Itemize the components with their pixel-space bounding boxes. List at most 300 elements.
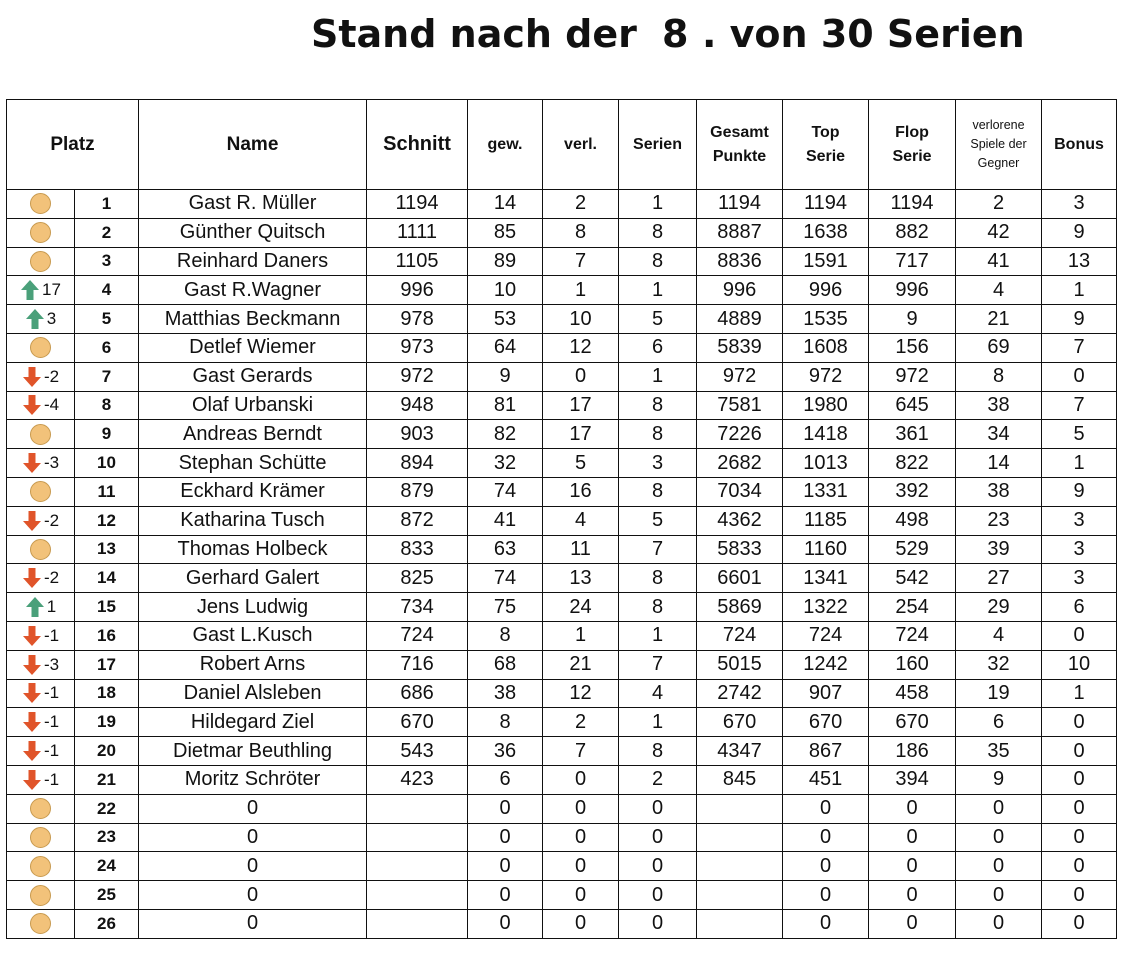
gesamt-cell: 7581 xyxy=(697,391,783,420)
schnitt-cell xyxy=(367,909,468,938)
verlorene-cell: 32 xyxy=(956,650,1042,679)
table-row xyxy=(7,333,1117,362)
verl-cell: 10 xyxy=(543,305,619,334)
verlorene-cell: 8 xyxy=(956,362,1042,391)
header-platz: Platz xyxy=(7,100,139,190)
verl-cell: 17 xyxy=(543,391,619,420)
arrow-down-icon xyxy=(22,366,42,388)
bonus-cell: 0 xyxy=(1042,708,1117,737)
flop-cell: 498 xyxy=(869,506,956,535)
gew-cell: 0 xyxy=(468,794,543,823)
verl-cell: 0 xyxy=(543,852,619,881)
platz-cell: 13 xyxy=(75,535,139,564)
serien-cell: 8 xyxy=(619,737,697,766)
bonus-cell: 0 xyxy=(1042,852,1117,881)
gew-cell: 0 xyxy=(468,852,543,881)
flop-cell: 717 xyxy=(869,247,956,276)
gew-cell: 53 xyxy=(468,305,543,334)
bonus-cell: 1 xyxy=(1042,449,1117,478)
header-bonus: Bonus xyxy=(1042,100,1117,190)
trend-cell xyxy=(7,881,75,910)
arrow-down-icon xyxy=(22,567,42,589)
platz-cell: 15 xyxy=(75,593,139,622)
arrow-down-icon xyxy=(22,740,42,762)
platz-cell: 17 xyxy=(75,650,139,679)
top-cell: 1185 xyxy=(783,506,869,535)
unchanged-dot-icon xyxy=(30,913,51,934)
bonus-cell: 9 xyxy=(1042,305,1117,334)
gesamt-cell: 5833 xyxy=(697,535,783,564)
table-row xyxy=(7,679,1117,708)
platz-cell: 16 xyxy=(75,621,139,650)
gesamt-cell: 6601 xyxy=(697,564,783,593)
trend-cell xyxy=(7,765,75,794)
top-cell: 867 xyxy=(783,737,869,766)
top-cell: 1341 xyxy=(783,564,869,593)
top-cell: 1322 xyxy=(783,593,869,622)
flop-cell: 972 xyxy=(869,362,956,391)
platz-cell: 24 xyxy=(75,852,139,881)
table-row xyxy=(7,593,1117,622)
flop-cell: 0 xyxy=(869,823,956,852)
rank-change: -1 xyxy=(43,741,60,761)
gew-cell: 0 xyxy=(468,881,543,910)
schnitt-cell: 879 xyxy=(367,477,468,506)
gesamt-cell xyxy=(697,794,783,823)
verl-cell: 0 xyxy=(543,794,619,823)
verlorene-cell: 14 xyxy=(956,449,1042,478)
trend-cell xyxy=(7,650,75,679)
gew-cell: 32 xyxy=(468,449,543,478)
name-cell: Dietmar Beuthling xyxy=(139,737,367,766)
gesamt-cell: 972 xyxy=(697,362,783,391)
header-name: Name xyxy=(139,100,367,190)
verlorene-cell: 69 xyxy=(956,333,1042,362)
name-cell: Matthias Beckmann xyxy=(139,305,367,334)
schnitt-cell: 423 xyxy=(367,765,468,794)
table-row xyxy=(7,420,1117,449)
flop-cell: 160 xyxy=(869,650,956,679)
top-cell: 670 xyxy=(783,708,869,737)
bonus-cell: 0 xyxy=(1042,823,1117,852)
verl-cell: 24 xyxy=(543,593,619,622)
arrow-up-icon xyxy=(25,596,45,618)
bonus-cell: 6 xyxy=(1042,593,1117,622)
flop-cell: 392 xyxy=(869,477,956,506)
serien-cell: 7 xyxy=(619,535,697,564)
bonus-cell: 3 xyxy=(1042,535,1117,564)
trend-cell xyxy=(7,420,75,449)
flop-cell: 0 xyxy=(869,852,956,881)
serien-cell: 6 xyxy=(619,333,697,362)
gew-cell: 9 xyxy=(468,362,543,391)
schnitt-cell: 972 xyxy=(367,362,468,391)
schnitt-cell: 734 xyxy=(367,593,468,622)
top-cell: 1242 xyxy=(783,650,869,679)
rank-change: 17 xyxy=(42,280,61,300)
top-cell: 0 xyxy=(783,852,869,881)
verlorene-cell: 42 xyxy=(956,218,1042,247)
arrow-up-icon xyxy=(20,279,40,301)
gew-cell: 74 xyxy=(468,477,543,506)
header-gew: gew. xyxy=(468,100,543,190)
name-cell: Moritz Schröter xyxy=(139,765,367,794)
gesamt-cell xyxy=(697,852,783,881)
flop-cell: 0 xyxy=(869,909,956,938)
verl-cell: 16 xyxy=(543,477,619,506)
serien-cell: 8 xyxy=(619,564,697,593)
bonus-cell: 0 xyxy=(1042,737,1117,766)
table-row xyxy=(7,391,1117,420)
platz-cell: 2 xyxy=(75,218,139,247)
platz-cell: 22 xyxy=(75,794,139,823)
arrow-down-icon xyxy=(22,452,42,474)
bonus-cell: 0 xyxy=(1042,794,1117,823)
gesamt-cell: 4362 xyxy=(697,506,783,535)
schnitt-cell: 670 xyxy=(367,708,468,737)
verlorene-cell: 27 xyxy=(956,564,1042,593)
table-row xyxy=(7,650,1117,679)
bonus-cell: 1 xyxy=(1042,276,1117,305)
verlorene-cell: 6 xyxy=(956,708,1042,737)
verlorene-cell: 23 xyxy=(956,506,1042,535)
serien-cell: 0 xyxy=(619,881,697,910)
schnitt-cell xyxy=(367,823,468,852)
platz-cell: 12 xyxy=(75,506,139,535)
serien-cell: 1 xyxy=(619,276,697,305)
arrow-down-icon xyxy=(22,654,42,676)
top-cell: 1608 xyxy=(783,333,869,362)
platz-cell: 18 xyxy=(75,679,139,708)
serien-cell: 4 xyxy=(619,679,697,708)
gew-cell: 64 xyxy=(468,333,543,362)
verlorene-cell: 38 xyxy=(956,391,1042,420)
header-flop-serie: Flop Serie xyxy=(869,100,956,190)
schnitt-cell: 973 xyxy=(367,333,468,362)
rank-change: -1 xyxy=(43,769,60,789)
title-suffix: . von 30 Serien xyxy=(702,12,1025,56)
top-cell: 1160 xyxy=(783,535,869,564)
flop-cell: 394 xyxy=(869,765,956,794)
gesamt-cell: 845 xyxy=(697,765,783,794)
verlorene-cell: 0 xyxy=(956,794,1042,823)
trend-cell xyxy=(7,621,75,650)
trend-cell xyxy=(7,218,75,247)
name-cell: Robert Arns xyxy=(139,650,367,679)
trend-cell xyxy=(7,247,75,276)
arrow-up-icon xyxy=(25,308,45,330)
gew-cell: 81 xyxy=(468,391,543,420)
gesamt-cell: 7226 xyxy=(697,420,783,449)
trend-cell xyxy=(7,823,75,852)
serien-cell: 1 xyxy=(619,621,697,650)
flop-cell: 0 xyxy=(869,794,956,823)
serien-cell: 8 xyxy=(619,218,697,247)
unchanged-dot-icon xyxy=(30,885,51,906)
flop-cell: 186 xyxy=(869,737,956,766)
flop-cell: 542 xyxy=(869,564,956,593)
schnitt-cell: 825 xyxy=(367,564,468,593)
flop-cell: 645 xyxy=(869,391,956,420)
bonus-cell: 3 xyxy=(1042,190,1117,219)
rank-change: -2 xyxy=(43,510,60,530)
unchanged-dot-icon xyxy=(30,251,51,272)
verl-cell: 5 xyxy=(543,449,619,478)
rank-change: 3 xyxy=(46,309,57,329)
gew-cell: 38 xyxy=(468,679,543,708)
platz-cell: 7 xyxy=(75,362,139,391)
gesamt-cell: 670 xyxy=(697,708,783,737)
unchanged-dot-icon xyxy=(30,337,51,358)
trend-cell xyxy=(7,391,75,420)
gew-cell: 75 xyxy=(468,593,543,622)
flop-cell: 0 xyxy=(869,881,956,910)
verlorene-cell: 29 xyxy=(956,593,1042,622)
name-cell: Gast R. Müller xyxy=(139,190,367,219)
verlorene-cell: 0 xyxy=(956,909,1042,938)
gew-cell: 10 xyxy=(468,276,543,305)
unchanged-dot-icon xyxy=(30,827,51,848)
arrow-down-icon xyxy=(22,769,42,791)
top-cell: 907 xyxy=(783,679,869,708)
name-cell: Stephan Schütte xyxy=(139,449,367,478)
name-cell: Reinhard Daners xyxy=(139,247,367,276)
bonus-cell: 0 xyxy=(1042,881,1117,910)
gew-cell: 14 xyxy=(468,190,543,219)
gew-cell: 85 xyxy=(468,218,543,247)
gesamt-cell: 2682 xyxy=(697,449,783,478)
verl-cell: 0 xyxy=(543,362,619,391)
flop-cell: 1194 xyxy=(869,190,956,219)
standings-table xyxy=(6,99,1117,939)
gew-cell: 8 xyxy=(468,708,543,737)
arrow-down-icon xyxy=(22,510,42,532)
top-cell: 996 xyxy=(783,276,869,305)
bonus-cell: 1 xyxy=(1042,679,1117,708)
gesamt-cell xyxy=(697,909,783,938)
name-cell: Andreas Berndt xyxy=(139,420,367,449)
platz-cell: 14 xyxy=(75,564,139,593)
verlorene-cell: 41 xyxy=(956,247,1042,276)
flop-cell: 996 xyxy=(869,276,956,305)
trend-cell xyxy=(7,506,75,535)
serien-cell: 1 xyxy=(619,190,697,219)
table-row xyxy=(7,621,1117,650)
header-serien: Serien xyxy=(619,100,697,190)
flop-cell: 156 xyxy=(869,333,956,362)
bonus-cell: 10 xyxy=(1042,650,1117,679)
trend-cell xyxy=(7,737,75,766)
verl-cell: 13 xyxy=(543,564,619,593)
flop-cell: 9 xyxy=(869,305,956,334)
verl-cell: 1 xyxy=(543,276,619,305)
name-cell: Olaf Urbanski xyxy=(139,391,367,420)
gesamt-cell: 996 xyxy=(697,276,783,305)
trend-cell xyxy=(7,190,75,219)
gesamt-cell: 724 xyxy=(697,621,783,650)
bonus-cell: 0 xyxy=(1042,909,1117,938)
top-cell: 1194 xyxy=(783,190,869,219)
rank-change: -4 xyxy=(43,395,60,415)
schnitt-cell xyxy=(367,794,468,823)
platz-cell: 20 xyxy=(75,737,139,766)
top-cell: 1331 xyxy=(783,477,869,506)
header-gesamt-punkte: Gesamt Punkte xyxy=(697,100,783,190)
table-row xyxy=(7,276,1117,305)
gesamt-cell: 1194 xyxy=(697,190,783,219)
trend-cell xyxy=(7,477,75,506)
schnitt-cell: 543 xyxy=(367,737,468,766)
name-cell: Eckhard Krämer xyxy=(139,477,367,506)
table-row xyxy=(7,449,1117,478)
flop-cell: 458 xyxy=(869,679,956,708)
schnitt-cell: 833 xyxy=(367,535,468,564)
name-cell: Gerhard Galert xyxy=(139,564,367,593)
name-cell: Jens Ludwig xyxy=(139,593,367,622)
serien-cell: 8 xyxy=(619,420,697,449)
name-cell: Gast R.Wagner xyxy=(139,276,367,305)
verlorene-cell: 4 xyxy=(956,276,1042,305)
flop-cell: 882 xyxy=(869,218,956,247)
gesamt-cell: 8836 xyxy=(697,247,783,276)
platz-cell: 23 xyxy=(75,823,139,852)
name-cell: Detlef Wiemer xyxy=(139,333,367,362)
gew-cell: 8 xyxy=(468,621,543,650)
table-row xyxy=(7,477,1117,506)
table-header-row xyxy=(7,100,1117,190)
gew-cell: 74 xyxy=(468,564,543,593)
name-cell: 0 xyxy=(139,852,367,881)
table-row xyxy=(7,564,1117,593)
gesamt-cell xyxy=(697,881,783,910)
name-cell: Katharina Tusch xyxy=(139,506,367,535)
gew-cell: 89 xyxy=(468,247,543,276)
title-serie-number: 8 xyxy=(662,12,689,56)
flop-cell: 670 xyxy=(869,708,956,737)
gew-cell: 82 xyxy=(468,420,543,449)
verl-cell: 21 xyxy=(543,650,619,679)
gew-cell: 0 xyxy=(468,823,543,852)
trend-cell xyxy=(7,852,75,881)
bonus-cell: 13 xyxy=(1042,247,1117,276)
flop-cell: 254 xyxy=(869,593,956,622)
platz-cell: 25 xyxy=(75,881,139,910)
serien-cell: 0 xyxy=(619,852,697,881)
verl-cell: 2 xyxy=(543,708,619,737)
bonus-cell: 7 xyxy=(1042,391,1117,420)
gesamt-cell: 5015 xyxy=(697,650,783,679)
verl-cell: 12 xyxy=(543,679,619,708)
flop-cell: 724 xyxy=(869,621,956,650)
verl-cell: 1 xyxy=(543,621,619,650)
verl-cell: 0 xyxy=(543,823,619,852)
schnitt-cell: 978 xyxy=(367,305,468,334)
schnitt-cell: 1105 xyxy=(367,247,468,276)
trend-cell xyxy=(7,564,75,593)
flop-cell: 529 xyxy=(869,535,956,564)
verlorene-cell: 21 xyxy=(956,305,1042,334)
name-cell: 0 xyxy=(139,823,367,852)
top-cell: 1638 xyxy=(783,218,869,247)
serien-cell: 0 xyxy=(619,794,697,823)
rank-change: 1 xyxy=(46,597,57,617)
platz-cell: 19 xyxy=(75,708,139,737)
serien-cell: 5 xyxy=(619,305,697,334)
bonus-cell: 3 xyxy=(1042,564,1117,593)
schnitt-cell: 894 xyxy=(367,449,468,478)
platz-cell: 9 xyxy=(75,420,139,449)
bonus-cell: 0 xyxy=(1042,765,1117,794)
schnitt-cell xyxy=(367,881,468,910)
serien-cell: 5 xyxy=(619,506,697,535)
unchanged-dot-icon xyxy=(30,798,51,819)
trend-cell xyxy=(7,794,75,823)
schnitt-cell: 1194 xyxy=(367,190,468,219)
table-row xyxy=(7,909,1117,938)
platz-cell: 21 xyxy=(75,765,139,794)
trend-cell xyxy=(7,708,75,737)
platz-cell: 3 xyxy=(75,247,139,276)
platz-cell: 4 xyxy=(75,276,139,305)
table-row xyxy=(7,794,1117,823)
table-row xyxy=(7,708,1117,737)
gesamt-cell: 4889 xyxy=(697,305,783,334)
trend-cell xyxy=(7,305,75,334)
verlorene-cell: 9 xyxy=(956,765,1042,794)
table-row xyxy=(7,218,1117,247)
gesamt-cell xyxy=(697,823,783,852)
rank-change: -1 xyxy=(43,712,60,732)
table-row xyxy=(7,190,1117,219)
bonus-cell: 3 xyxy=(1042,506,1117,535)
unchanged-dot-icon xyxy=(30,222,51,243)
verl-cell: 8 xyxy=(543,218,619,247)
flop-cell: 822 xyxy=(869,449,956,478)
schnitt-cell: 716 xyxy=(367,650,468,679)
unchanged-dot-icon xyxy=(30,481,51,502)
serien-cell: 3 xyxy=(619,449,697,478)
schnitt-cell: 872 xyxy=(367,506,468,535)
unchanged-dot-icon xyxy=(30,424,51,445)
serien-cell: 1 xyxy=(619,708,697,737)
bonus-cell: 0 xyxy=(1042,362,1117,391)
table-row xyxy=(7,362,1117,391)
rank-change: -3 xyxy=(43,453,60,473)
table-row xyxy=(7,881,1117,910)
unchanged-dot-icon xyxy=(30,856,51,877)
top-cell: 1535 xyxy=(783,305,869,334)
verl-cell: 7 xyxy=(543,247,619,276)
schnitt-cell: 724 xyxy=(367,621,468,650)
table-row xyxy=(7,506,1117,535)
verl-cell: 0 xyxy=(543,881,619,910)
serien-cell: 7 xyxy=(619,650,697,679)
name-cell: 0 xyxy=(139,909,367,938)
platz-cell: 1 xyxy=(75,190,139,219)
trend-cell xyxy=(7,449,75,478)
platz-cell: 11 xyxy=(75,477,139,506)
top-cell: 1418 xyxy=(783,420,869,449)
verlorene-cell: 0 xyxy=(956,881,1042,910)
platz-cell: 5 xyxy=(75,305,139,334)
schnitt-cell: 948 xyxy=(367,391,468,420)
top-cell: 724 xyxy=(783,621,869,650)
bonus-cell: 9 xyxy=(1042,477,1117,506)
platz-cell: 10 xyxy=(75,449,139,478)
unchanged-dot-icon xyxy=(30,193,51,214)
table-row xyxy=(7,305,1117,334)
trend-cell xyxy=(7,679,75,708)
